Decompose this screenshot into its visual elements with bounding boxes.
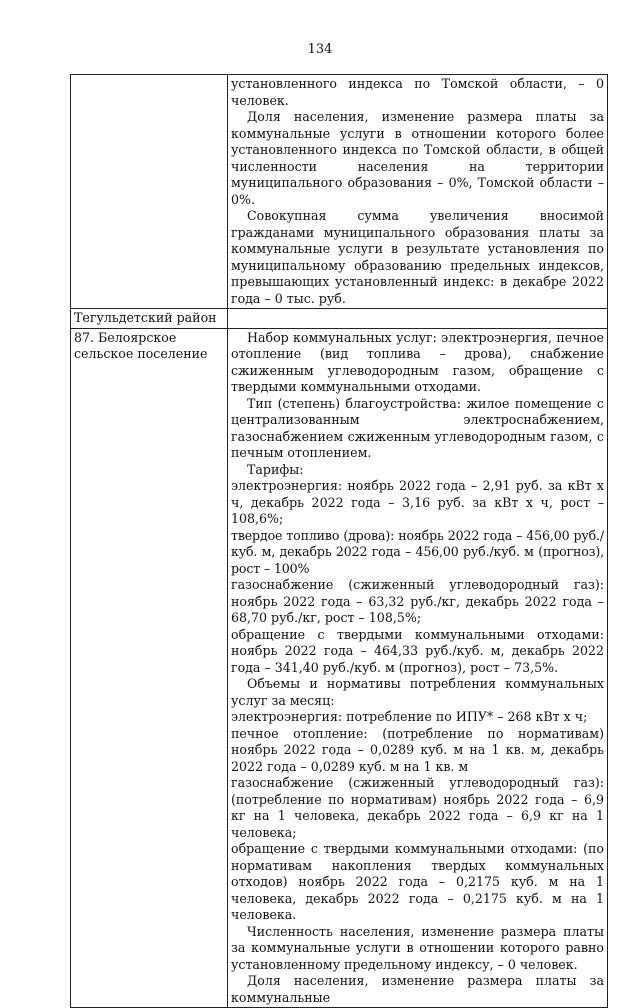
paragraph: Тарифы: bbox=[247, 461, 304, 477]
paragraph: Совокупная сумма увеличения вносимой гражданами муниципального образования платы за коммунальные услуги в результате установления по муниципальному образованию предельных индексов, превышающих установленный индекс: в декабре 2022 года – 0 тыс. руб. bbox=[231, 208, 604, 306]
table-row-settlement bbox=[71, 328, 608, 1008]
tariff-table bbox=[70, 74, 608, 1008]
paragraph: Численность населения, изменение размера платы за коммунальные услуги в отношении которого равно установленному предельному индексу, – 0 человек. bbox=[231, 923, 604, 972]
paragraph: установленного индекса по Томской области, – 0 человек. bbox=[231, 76, 604, 108]
table-row-continuation bbox=[71, 75, 608, 309]
description-cell-empty bbox=[228, 309, 608, 329]
paragraph: электроэнергия: потребление по ИПУ* – 268 кВт х ч; bbox=[231, 709, 588, 724]
paragraph: Тип (степень) благоустройства: жилое помещение с централизованным электроснабжением, газоснабжением сжиженным углеводородным газом, с печным отоплением. bbox=[231, 395, 604, 460]
settlement-name-cell: 87. Белоярское сельское поселение bbox=[71, 328, 228, 1008]
district-name-cell: Тегульдетский район bbox=[71, 309, 228, 329]
paragraph: Объемы и нормативы потребления коммунальных услуг за месяц: bbox=[231, 676, 604, 708]
page-number: 134 bbox=[307, 42, 333, 57]
paragraph: Доля населения, изменение размера платы за коммунальные bbox=[231, 973, 604, 1005]
paragraph: твердое топливо (дрова): ноябрь 2022 года – 456,00 руб./куб. м, декабрь 2022 года – 456,00 руб./куб. м (прогноз), рост – 100% bbox=[231, 527, 604, 576]
municipality-cell bbox=[71, 75, 228, 309]
paragraph: Набор коммунальных услуг: электроэнергия, печное отопление (вид топлива – дрова), снабжение сжиженным углеводородным газом, обращение с твердыми коммунальными отходами. bbox=[231, 329, 604, 394]
paragraph: обращение с твердыми коммунальными отходами: (по нормативам накопления твердых коммунальных отходов) ноябрь 2022 года – 0,2175 куб. м на 1 человека, декабрь 2022 года – 0,2175 куб. м на 1 человека. bbox=[231, 841, 604, 922]
paragraph: электроэнергия: ноябрь 2022 года – 2,91 руб. за кВт х ч, декабрь 2022 года – 3,16 руб. за кВт х ч, рост – 108,6%; bbox=[231, 478, 604, 526]
table-row-district bbox=[71, 309, 608, 329]
paragraph: Доля населения, изменение размера платы за коммунальные услуги в отношении которого более установленного индекса по Томской области, в общей численности населения на территории муниципального образования – 0%, Томской области – 0%. bbox=[231, 109, 604, 207]
paragraph: газоснабжение (сжиженный углеводородный газ): ноябрь 2022 года – 63,32 руб./кг, декабрь 2022 года – 68,70 руб./кг, рост – 108,5%; bbox=[231, 577, 604, 625]
description-cell bbox=[228, 75, 608, 309]
description-cell bbox=[228, 328, 608, 1008]
paragraph: газоснабжение (сжиженный углеводородный газ): (потребление по нормативам) ноябрь 2022 года – 6,9 кг на 1 человека, декабрь 2022 года – 6,9 кг на 1 человека; bbox=[231, 775, 604, 840]
paragraph: обращение с твердыми коммунальными отходами: ноябрь 2022 года – 464,33 руб./куб. м, декабрь 2022 года – 341,40 руб./куб. м (прогноз), рост – 73,5%. bbox=[231, 626, 604, 675]
paragraph: печное отопление: (потребление по нормативам) ноябрь 2022 года – 0,0289 куб. м на 1 кв. м, декабрь 2022 года – 0,0289 куб. м на 1 кв. м bbox=[231, 725, 604, 774]
